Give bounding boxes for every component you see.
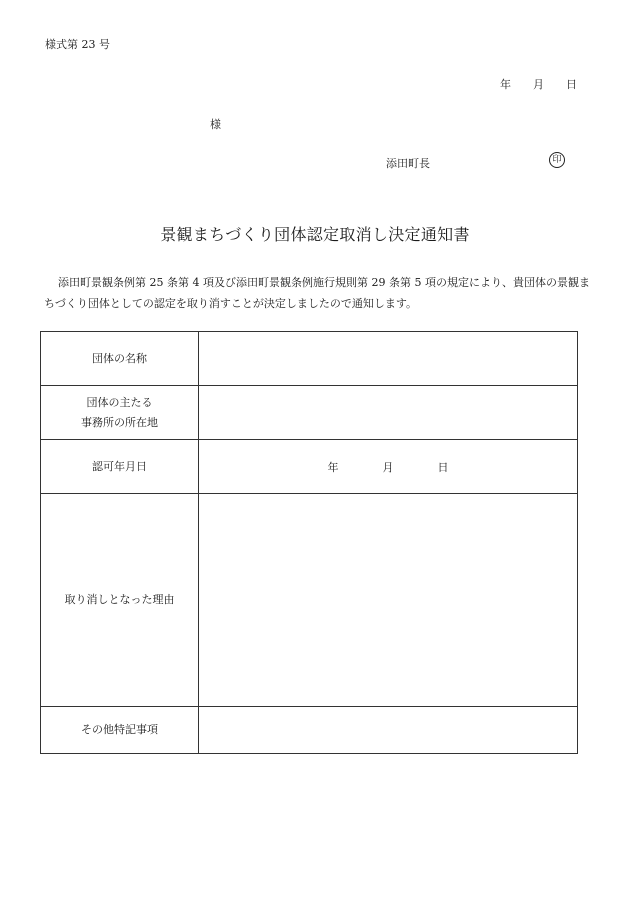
reason-label: 取り消しとなった理由 <box>41 494 199 707</box>
issue-date: 年 月 日 <box>500 78 577 91</box>
reason-value[interactable] <box>199 494 578 707</box>
group-name-value[interactable] <box>199 332 578 386</box>
form-number: 様式第 23 号 <box>45 38 110 51</box>
other-value[interactable] <box>199 707 578 754</box>
group-address-label-line1: 団体の主たる <box>86 395 153 409</box>
approval-date-label: 認可年月日 <box>41 440 199 494</box>
table-row-group-name <box>41 332 578 386</box>
info-table <box>40 331 578 754</box>
table-row-other <box>41 707 578 754</box>
table-row-group-address <box>41 386 578 440</box>
group-address-label <box>41 386 199 440</box>
group-address-value[interactable] <box>199 386 578 440</box>
other-label: その他特記事項 <box>41 707 199 754</box>
table-row-approval-date <box>41 440 578 494</box>
document-title: 景観まちづくり団体認定取消し決定通知書 <box>160 225 470 244</box>
group-address-label-line2: 事務所の所在地 <box>81 415 158 429</box>
body-text: 添田町景観条例第 25 条第 4 項及び添田町景観条例施行規則第 29 条第 5 項の規定により、貴団体の景観まちづくり団体としての認定を取り消すことが決定しましたので通知します。 <box>44 276 590 310</box>
table-row-reason <box>41 494 578 707</box>
sender-title: 添田町長 <box>386 157 430 170</box>
approval-date-value[interactable]: 年 月 日 <box>199 440 578 494</box>
group-name-label: 団体の名称 <box>41 332 199 386</box>
seal-icon: 印 <box>549 152 565 168</box>
addressee-suffix: 様 <box>210 118 221 131</box>
